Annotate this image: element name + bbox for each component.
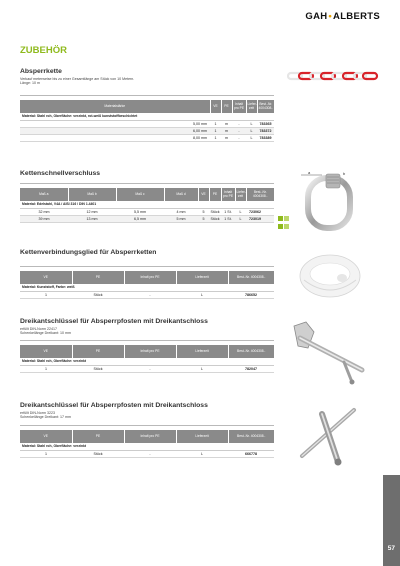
page-number: 57 [387, 545, 395, 552]
product-title: Dreikantschlüssel für Absperrpfosten mit Dreikantschloss [20, 402, 208, 409]
stainless-icon [278, 224, 283, 229]
product-table [20, 271, 274, 299]
divider [20, 425, 274, 426]
table-header: VE PE Inhalt pro PE Lieferzeit Best.-Nr. 4004308.. [20, 345, 274, 358]
product-title: Absperrkette [20, 68, 62, 75]
quick-link-image [296, 170, 362, 232]
stainless-icon [278, 216, 283, 221]
table-row: 1 Stück - L 666778 [20, 450, 274, 457]
table-row: 1 Stück - L 786652 [20, 291, 274, 298]
v4a-icon [284, 216, 289, 221]
product-description: erfüllt DIN-Norm 22417 Schenkellänge Dreikant: 10 mm [20, 326, 71, 336]
v4a-icon [284, 224, 289, 229]
product-table [20, 345, 274, 373]
table-header: Materialstärke VE PE Inhalt pro PE Liefer-zeit Best.-Nr. 4004308.. [20, 100, 274, 113]
table-row: 5,00 mm 1 m - L 783365 [20, 120, 274, 127]
product-dreikantschluessel-17mm [20, 402, 274, 458]
material-row: Material: Edelstahl, V4A / AISI 316 / DIN 1.4401 [20, 201, 274, 208]
product-description: Verkauf meterweise bis zu einer Gesamtlänge am Stück von 10 Metern. Länge: 10 m [20, 76, 135, 86]
table-row: 8,00 mm 1 m - L 783389 [20, 134, 274, 141]
t-handle-key-image [292, 402, 370, 470]
table-row: 32 mm 12 mm 5,5 mm 4 mm 5 Stück 1 St. L 723062 [20, 208, 274, 215]
dimension-label-a: a [308, 170, 311, 175]
product-absperrkette [20, 68, 274, 142]
product-table [20, 430, 274, 458]
table-header: VE PE Inhalt pro PE Lieferzeit Best.-Nr. 4004308.. [20, 430, 274, 443]
material-row: Material: Stahl roh, Oberfläche: verzinkt [20, 443, 274, 450]
product-title: Kettenschnellverschluss [20, 170, 101, 177]
product-kettenschnellverschluss [20, 170, 274, 223]
table-row: 39 mm 13 mm 6,5 mm 5 mm 5 Stück 1 St. L 723019 [20, 215, 274, 222]
divider [20, 340, 274, 341]
section-title: ZUBEHÖR [20, 45, 67, 56]
chain-connector-image [296, 250, 364, 300]
material-row: Material: Stahl roh, Oberfläche: verzinkt, rot-weiß kunststoffbeschichtet [20, 113, 274, 120]
table-row: 6,00 mm 1 m - L 783372 [20, 127, 274, 134]
product-title: Kettenverbindungsglied für Absperrketten [20, 249, 157, 256]
divider [20, 95, 274, 96]
product-title: Dreikantschlüssel für Absperrpfosten mit Dreikantschloss [20, 318, 208, 325]
product-description: erfüllt DIN-Norm 3223 Schenkellänge Dreikant: 17 mm [20, 410, 71, 420]
material-icons [278, 224, 289, 229]
material-row: Material: Kunststoff, Farbe: weiß [20, 284, 274, 291]
product-dreikantschluessel-10mm [20, 318, 274, 373]
triangular-key-image [286, 318, 376, 388]
material-icons [278, 216, 289, 221]
product-kettenverbindungsglied [20, 249, 274, 299]
divider [20, 266, 274, 267]
brand-logo: GAH•ALBERTS [305, 11, 380, 22]
table-header: VE PE Inhalt pro PE Lieferzeit Best.-Nr. 4004308.. [20, 271, 274, 284]
product-table [20, 188, 274, 223]
table-row: 1 Stück - L 782047 [20, 365, 274, 372]
dimension-label-b: b [343, 171, 346, 176]
table-header: Maß a Maß b Maß c Maß d VE PE Inhalt pro PE Liefer-zeit Best.-Nr. 4004308.. [20, 188, 274, 201]
divider [20, 183, 274, 184]
side-tab [383, 475, 400, 566]
chain-image [287, 70, 379, 82]
material-row: Material: Stahl roh, Oberfläche: verzinkt [20, 358, 274, 365]
product-table [20, 100, 274, 142]
